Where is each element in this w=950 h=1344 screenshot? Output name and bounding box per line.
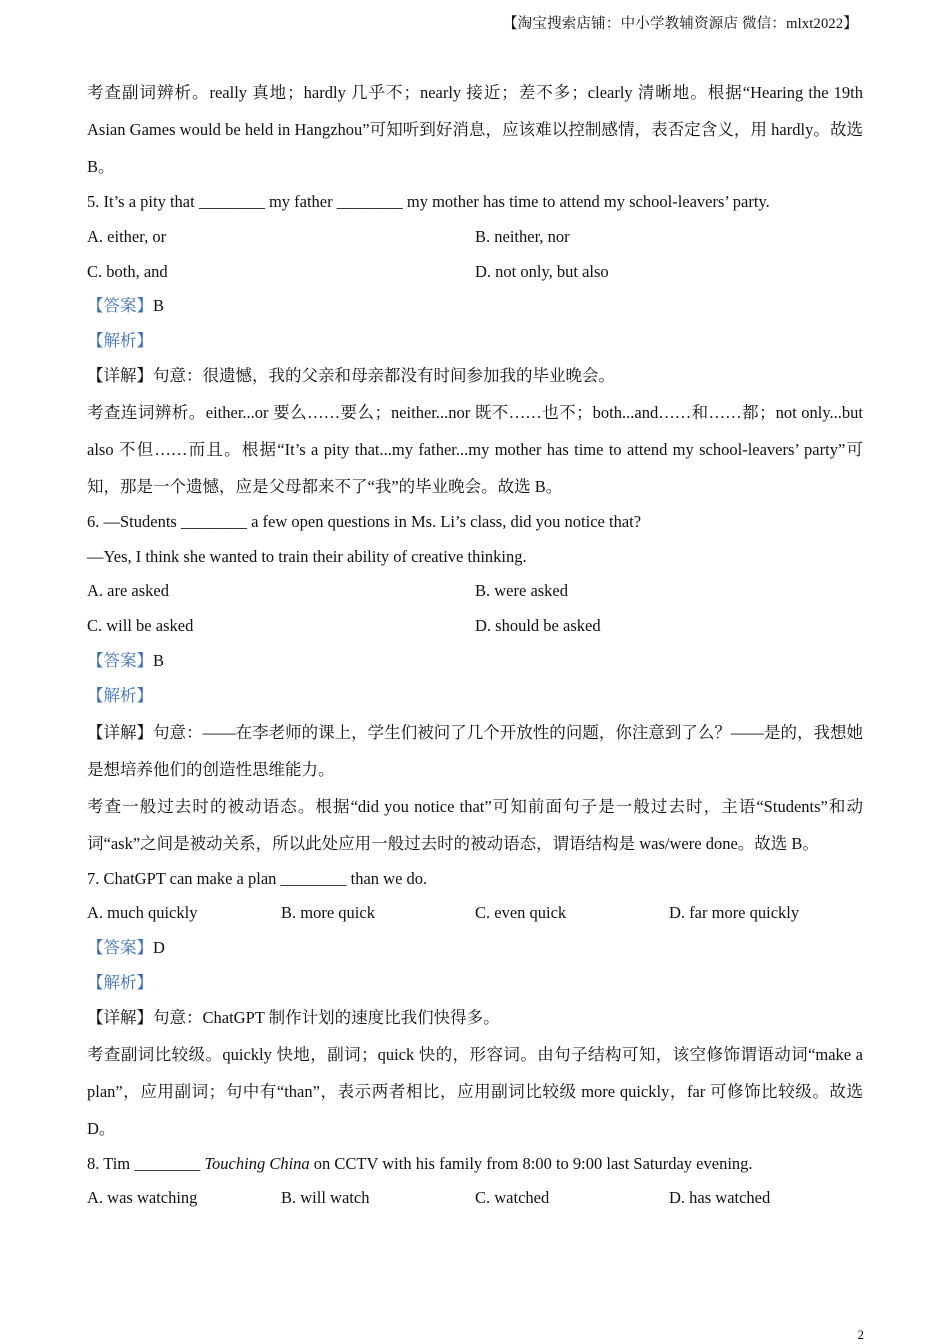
q8-stem-start: 8. Tim ________ xyxy=(87,1153,205,1173)
q7-option-b: B. more quick xyxy=(281,903,375,923)
q5-analysis xyxy=(87,324,863,359)
detail-tag: 【详解】 xyxy=(87,1007,153,1027)
q5-detail xyxy=(87,359,863,394)
q6-answer xyxy=(87,644,863,679)
analysis-tag: 【解析】 xyxy=(87,972,153,992)
answer-tag: 【答案】 xyxy=(87,938,153,958)
q7-detail xyxy=(87,1001,863,1036)
q4-explanation: 考查副词辨析。really 真地；hardly 几乎不；nearly 接近；差不多；clearly 清晰地。根据“Hearing the 19th Asian Games would be held in Hangzhou”可知听到好消息，应该难以控制感情，表否定含义，用 hardly。故选 B。 xyxy=(87,83,863,176)
detail-text: 句意：——在李老师的课上，学生们被问了几个开放性的问题，你注意到了么？——是的，我想她是想培养他们的创造性思维能力。 xyxy=(87,722,864,779)
q6-option-c: C. will be asked xyxy=(87,616,194,636)
q5-option-b: B. neither, nor xyxy=(475,226,570,246)
analysis-tag: 【解析】 xyxy=(87,331,153,351)
q6-options-row-1 xyxy=(87,574,863,609)
detail-tag: 【详解】 xyxy=(87,722,154,742)
q6-options-row-2 xyxy=(87,609,863,644)
detail-tag: 【详解】 xyxy=(87,365,153,385)
q8-stem-end: on CCTV with his family from 8:00 to 9:00 last Saturday evening. xyxy=(309,1153,753,1173)
q8-option-b: B. will watch xyxy=(281,1188,370,1208)
q6-stem-reply: —Yes, I think she wanted to train their ability of creative thinking. xyxy=(87,546,527,566)
q8-option-c: C. watched xyxy=(475,1188,550,1208)
q8-options-row xyxy=(87,1181,863,1216)
document-body xyxy=(87,74,863,1216)
page-header: 【淘宝搜索店铺：中小学教辅资源店 微信：mlxt2022】 xyxy=(502,16,858,32)
q7-option-c: C. even quick xyxy=(475,903,567,923)
answer-value: B xyxy=(153,296,165,316)
q7-analysis xyxy=(87,966,863,1001)
q7-options-row xyxy=(87,896,863,931)
q6-stem: 6. —Students ________ a few open questions in Ms. Li’s class, did you notice that? xyxy=(87,511,642,531)
analysis-tag: 【解析】 xyxy=(87,685,153,705)
q5-option-a: A. either, or xyxy=(87,226,167,246)
q8-option-a: A. was watching xyxy=(87,1188,198,1208)
q5-option-c: C. both, and xyxy=(87,261,168,281)
answer-tag: 【答案】 xyxy=(87,650,153,670)
q8-stem xyxy=(87,1147,863,1182)
q7-explanation: 考查副词比较级。quickly 快地，副词；quick 快的，形容词。由句子结构可知，该空修饰谓语动词“make a plan”，应用副词；句中有“than”，表示两者相比，应用副词比较级 more quickly，far 可修饰比较级。故选 D。 xyxy=(87,1044,863,1138)
answer-value: B xyxy=(153,650,165,670)
q6-option-d: D. should be asked xyxy=(475,616,601,636)
q5-stem: 5. It’s a pity that ________ my father ________ my mother has time to attend my school-leavers’ party. xyxy=(87,192,770,211)
q6-option-a: A. are asked xyxy=(87,581,170,601)
q7-answer xyxy=(87,931,863,966)
q8-program-title: Touching China xyxy=(204,1153,310,1173)
q7-stem: 7. ChatGPT can make a plan ________ than we do. xyxy=(87,868,428,888)
q5-options-row-2 xyxy=(87,255,863,290)
page-number: 2 xyxy=(857,1327,864,1342)
q6-option-b: B. were asked xyxy=(475,581,569,601)
q7-option-d: D. far more quickly xyxy=(669,903,800,923)
answer-value: D xyxy=(153,938,165,958)
q5-options-row-1 xyxy=(87,220,863,255)
q5-answer xyxy=(87,289,863,324)
answer-tag: 【答案】 xyxy=(87,296,153,316)
detail-text: 句意：ChatGPT 制作计划的速度比我们快得多。 xyxy=(153,1007,500,1027)
q6-detail xyxy=(87,714,863,788)
q6-explanation: 考查一般过去时的被动语态。根据“did you notice that”可知前面句子是一般过去时，主语“Students”和动词“ask”之间是被动关系，所以此处应用一般过去时的被动语态，谓语结构是 was/were done。故选 B。 xyxy=(87,796,863,853)
q5-option-d: D. not only, but also xyxy=(475,261,609,281)
q8-option-d: D. has watched xyxy=(669,1188,771,1208)
q6-analysis xyxy=(87,679,863,714)
detail-text: 句意：很遗憾，我的父亲和母亲都没有时间参加我的毕业晚会。 xyxy=(153,365,615,385)
q7-option-a: A. much quickly xyxy=(87,903,198,923)
q5-explanation: 考查连词辨析。either...or 要么……要么；neither...nor 既不……也不；both...and……和……都；not only...but also 不但……而且。根据“It’s a pity that...my father...my mother has time to attend my school-leavers’ party”可知，那是一个遗憾，应是父母都来不了“我”的毕业晚会。故选 B。 xyxy=(87,402,863,496)
